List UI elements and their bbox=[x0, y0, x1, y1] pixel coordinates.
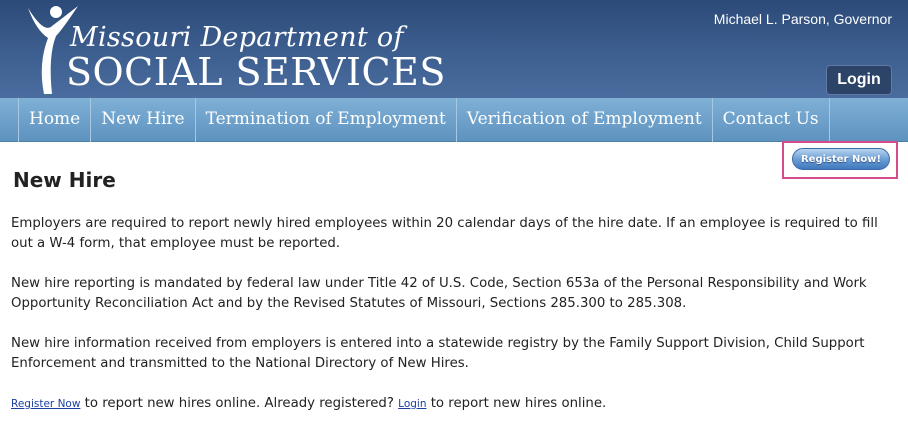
nav-new-hire[interactable]: New Hire bbox=[91, 98, 195, 142]
logo-line-2: SOCIAL SERVICES bbox=[66, 50, 446, 94]
paragraph-statewide-registry: New hire information received from employers is entered into a statewide registry by the Family Support Division, Child Support Enforcement and transmitted to the National Directory of New Hires. bbox=[11, 336, 865, 371]
governor-name: Michael L. Parson, Governor bbox=[713, 11, 892, 27]
site-header bbox=[0, 0, 908, 98]
paragraph-federal-law: New hire reporting is mandated by federal law under Title 42 of U.S. Code, Section 653a of the Personal Responsibility and Work Opportunity Reconciliation Act and by the Revised Statutes of Missouri, Sections 285.300 to 285.308. bbox=[11, 276, 867, 311]
register-now-button[interactable]: Register Now! bbox=[792, 148, 890, 170]
paragraph-register-login bbox=[11, 394, 896, 414]
nav-termination-of-employment[interactable]: Termination of Employment bbox=[196, 98, 457, 142]
page-title: New Hire bbox=[13, 168, 116, 192]
footer-text-1: to report new hires online. Already registered? bbox=[80, 396, 399, 411]
login-link[interactable]: Login bbox=[398, 398, 427, 410]
nav-contact-us[interactable]: Contact Us bbox=[713, 98, 830, 142]
main-content bbox=[0, 142, 908, 438]
main-nav bbox=[0, 98, 908, 142]
nav-verification-of-employment[interactable]: Verification of Employment bbox=[457, 98, 713, 142]
register-now-link[interactable]: Register Now bbox=[11, 398, 81, 410]
footer-text-2: to report new hires online. bbox=[426, 396, 607, 411]
site-logo[interactable] bbox=[26, 4, 446, 96]
nav-home[interactable]: Home bbox=[18, 98, 91, 142]
logo-line-1: Missouri Department of bbox=[70, 22, 404, 53]
paragraph-reporting-deadline: Employers are required to report newly hired employees within 20 calendar days of the hire date. If an employee is required to fill out a W-4 form, that employee must be reported. bbox=[11, 216, 878, 251]
login-button[interactable]: Login bbox=[826, 65, 892, 95]
